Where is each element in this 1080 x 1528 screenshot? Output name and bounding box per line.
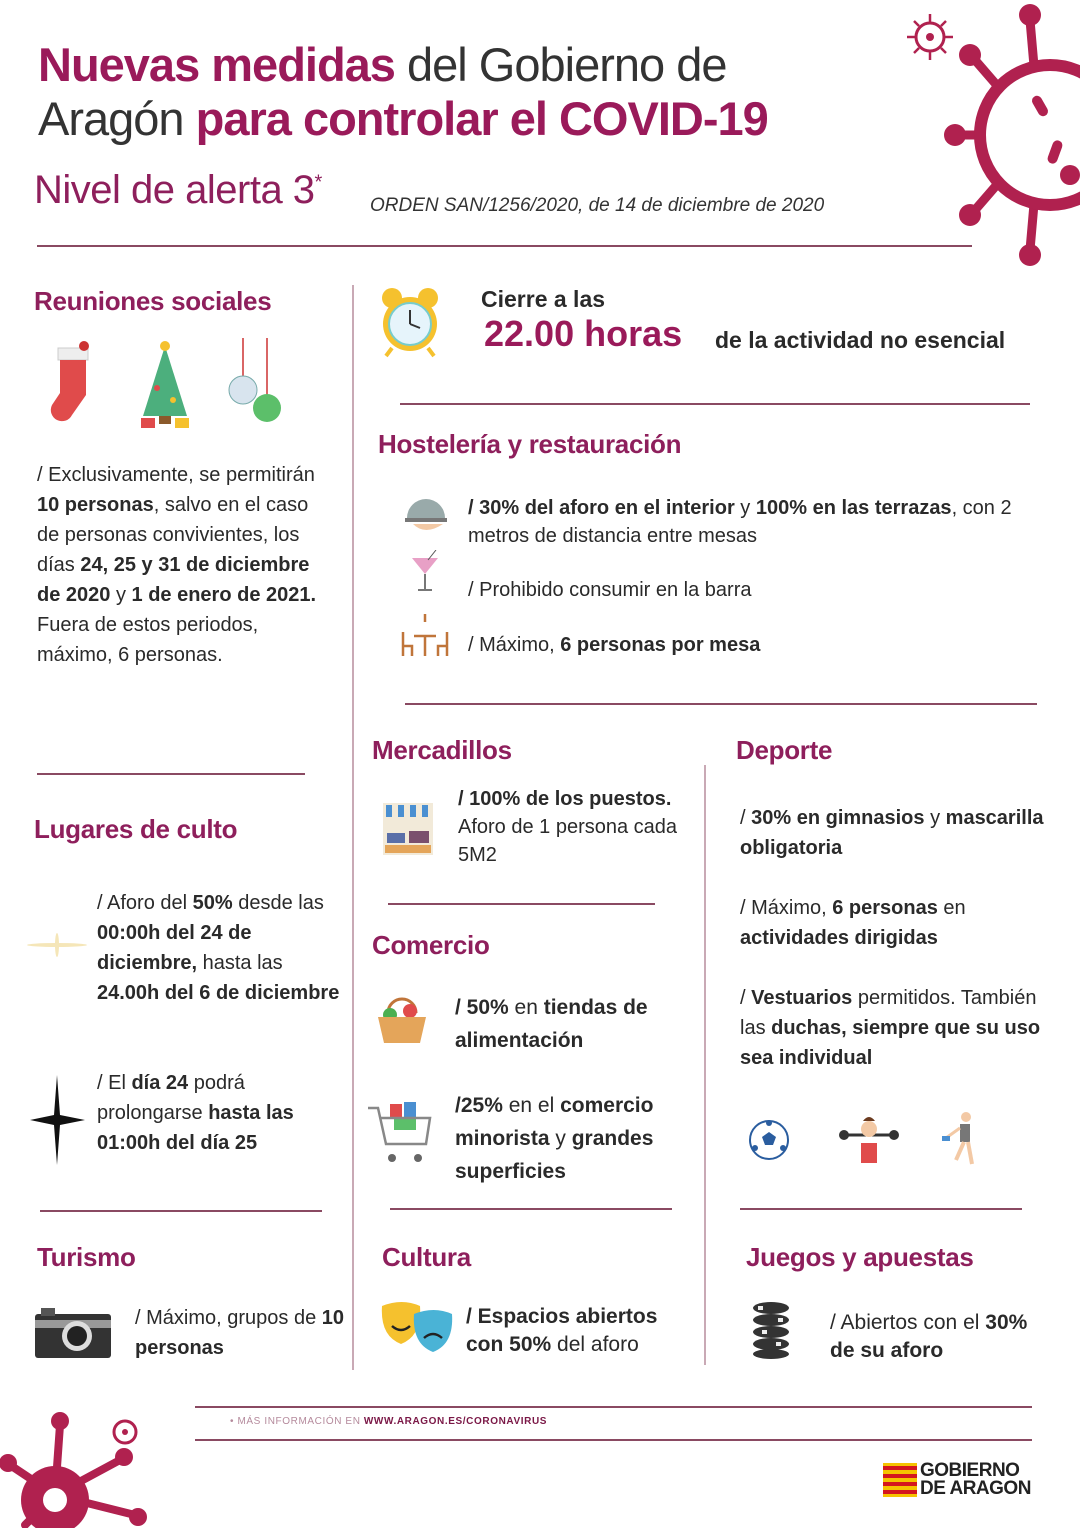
divider <box>388 903 655 905</box>
bold-text-segment: / 30% del aforo en el interior <box>468 497 735 519</box>
bold-text-segment: 24.00h del 6 de diciembre <box>97 982 340 1004</box>
text-segment: y <box>110 584 132 606</box>
bold-text-segment: 50% <box>192 892 233 914</box>
alarm-clock-icon <box>378 284 442 358</box>
divider <box>740 1208 1022 1210</box>
cocktail-icon <box>410 550 440 594</box>
text-segment: / El <box>97 1072 132 1094</box>
divider <box>400 403 1030 405</box>
divider <box>40 1210 322 1212</box>
heading-mercadillos: Mercadillos <box>372 735 512 765</box>
bold-text-segment: grandes superficies <box>455 1127 654 1183</box>
logo-line-2: DE ARAGON <box>920 1478 1031 1499</box>
heading-lugares-de-culto: Lugares de culto <box>34 814 238 844</box>
text-segment: del Gobierno de <box>394 38 727 91</box>
cierre-time: 22.00 horas <box>484 313 683 354</box>
text-segment: Fuera de estos periodos, máximo, 6 personas. <box>37 614 259 666</box>
column-divider-right <box>704 765 706 1365</box>
bold-text-segment: Nuevas medidas <box>38 38 395 91</box>
bold-text-segment: / 100% de los puestos. <box>458 788 672 810</box>
bold-text-segment: tiendas de alimentación <box>455 996 648 1052</box>
bold-text-segment: 30% de su aforo <box>830 1311 1028 1362</box>
text-segment: hasta las <box>197 952 283 974</box>
text-segment: / Abiertos con el <box>830 1311 986 1334</box>
bold-text-segment: 10 personas <box>135 1307 344 1359</box>
deporte-text-3 <box>740 983 1060 1073</box>
bold-text-segment: día 24 <box>131 1072 189 1094</box>
soccer-ball-icon <box>747 1118 791 1162</box>
text-segment: y <box>734 497 756 519</box>
bold-text-segment: actividades dirigidas <box>740 927 938 949</box>
deporte-text-2 <box>740 893 1060 953</box>
title-line-2 <box>38 92 768 146</box>
bold-text-segment: comercio minorista <box>455 1094 654 1150</box>
mercadillos-text <box>458 785 683 869</box>
bold-text-segment: 24, 25 y 31 de diciembre de 2020 <box>37 554 310 606</box>
bold-text-segment: 1 de enero de 2021. <box>131 584 317 606</box>
text-segment: / <box>740 987 752 1009</box>
alert-level <box>34 168 322 213</box>
text-segment: Aforo de 1 persona cada 5M2 <box>458 816 678 866</box>
weightlifter-icon <box>838 1115 900 1167</box>
ornament-icon <box>225 338 285 428</box>
column-divider-left <box>352 285 354 1370</box>
cierre-post: de la actividad no esencial <box>715 327 1006 353</box>
heading-juegos-y-apuestas: Juegos y apuestas <box>746 1242 974 1272</box>
bold-text-segment: 6 personas por mesa <box>560 634 761 656</box>
reuniones-text <box>37 460 322 670</box>
virus-bottom-icon <box>0 1405 150 1528</box>
hosteleria-item-3 <box>468 630 760 660</box>
text-segment: y <box>549 1127 572 1150</box>
text-segment: permitidos. También las <box>740 987 1037 1039</box>
hosteleria-item-2 <box>468 575 751 605</box>
text-segment: / <box>740 807 752 829</box>
cloche-icon <box>403 490 449 536</box>
christmas-stocking-icon <box>40 340 100 425</box>
divider <box>37 773 305 775</box>
divider <box>405 703 1037 705</box>
christmas-tree-icon <box>135 338 195 430</box>
shopping-cart-icon <box>366 1100 432 1166</box>
text-segment: / Aforo del <box>97 892 193 914</box>
bold-text-segment: Vestuarios <box>751 987 853 1009</box>
text-segment: y <box>924 807 946 829</box>
virus-small-icon <box>905 12 955 62</box>
sparkle-faint-icon <box>25 925 90 965</box>
runner-icon <box>940 1110 980 1168</box>
text-segment: desde las <box>232 892 324 914</box>
header-divider <box>37 245 972 247</box>
bold-text-segment: para controlar el COVID-19 <box>195 92 768 145</box>
culto-text-2 <box>97 1068 342 1158</box>
text-segment: / Máximo, <box>468 634 561 656</box>
footer-divider-top <box>195 1406 1032 1408</box>
footer-info-label: MÁS INFORMACIÓN EN <box>237 1416 364 1427</box>
cierre-pre: Cierre a las <box>481 286 606 312</box>
text-segment: , con 2 metros de distancia entre mesas <box>468 497 1012 547</box>
casino-chips-icon <box>750 1300 792 1360</box>
bold-text-segment: duchas, siempre que su uso sea individual <box>740 1017 1041 1069</box>
bold-text-segment: 30% en gimnasios <box>751 807 925 829</box>
grocery-basket-icon <box>376 993 428 1045</box>
text-segment: , salvo en el caso de personas convivientes, los días <box>37 494 309 576</box>
bold-text-segment: / 50% <box>455 996 509 1019</box>
star-sparkle-icon <box>30 1075 85 1165</box>
alert-level-text: Nivel de alerta 3 <box>34 168 315 212</box>
heading-hosteleria: Hostelería y restauración <box>378 429 682 459</box>
order-reference: ORDEN SAN/1256/2020, de 14 de diciembre de 2020 <box>370 195 825 216</box>
comercio-text-1 <box>455 991 695 1057</box>
heading-turismo: Turismo <box>37 1242 136 1272</box>
table-chairs-icon <box>400 612 450 658</box>
footer-info: • MÁS INFORMACIÓN EN WWW.ARAGON.ES/CORONAVIRUS <box>230 1416 548 1427</box>
bold-text-segment: 6 personas <box>832 897 938 919</box>
heading-reuniones-sociales: Reuniones sociales <box>34 286 272 316</box>
bold-text-segment: 00:00h del 24 de diciembre, <box>97 922 252 974</box>
bold-text-segment: /25% <box>455 1094 503 1117</box>
aragon-flag-icon <box>883 1463 917 1497</box>
text-segment: / Prohibido consumir en la barra <box>468 579 752 601</box>
text-segment: del aforo <box>551 1333 639 1356</box>
comercio-text-2 <box>455 1089 695 1188</box>
heading-cultura: Cultura <box>382 1242 471 1272</box>
cultura-text <box>466 1303 691 1359</box>
divider <box>390 1208 672 1210</box>
bold-text-segment: / Espacios abiertos con 50% <box>466 1305 658 1356</box>
bold-text-segment: 100% en las terrazas <box>755 497 952 519</box>
text-segment: / Máximo, <box>740 897 833 919</box>
culto-text-1 <box>97 888 347 1008</box>
text-segment: Aragón <box>38 92 196 145</box>
theater-masks-icon <box>380 1300 456 1354</box>
text-segment: en <box>508 996 544 1019</box>
juegos-text <box>830 1309 1030 1365</box>
text-segment: / Exclusivamente, se permitirán <box>37 464 315 486</box>
footer-divider-bottom <box>195 1439 1032 1441</box>
bold-text-segment: mascarilla obligatoria <box>740 807 1044 859</box>
camera-icon <box>35 1308 111 1358</box>
text-segment: en <box>937 897 966 919</box>
footer-link[interactable]: WWW.ARAGON.ES/CORONAVIRUS <box>363 1416 548 1427</box>
text-segment: en el <box>502 1094 561 1117</box>
deporte-text-1 <box>740 803 1060 863</box>
text-segment: / Máximo, grupos de <box>135 1307 322 1329</box>
heading-deporte: Deporte <box>736 735 833 765</box>
title-line-1 <box>38 38 726 92</box>
alert-footnote-mark: * <box>314 171 322 194</box>
bold-text-segment: 10 personas <box>37 494 154 516</box>
logo-line-1: GOBIERNO <box>920 1460 1020 1481</box>
turismo-text <box>135 1303 345 1363</box>
hosteleria-item-1 <box>468 494 1028 550</box>
text-segment: podrá prolongarse <box>97 1072 245 1124</box>
bold-text-segment: hasta las 01:00h del día 25 <box>97 1102 294 1154</box>
heading-comercio: Comercio <box>372 930 490 960</box>
market-stall-icon <box>383 803 433 855</box>
